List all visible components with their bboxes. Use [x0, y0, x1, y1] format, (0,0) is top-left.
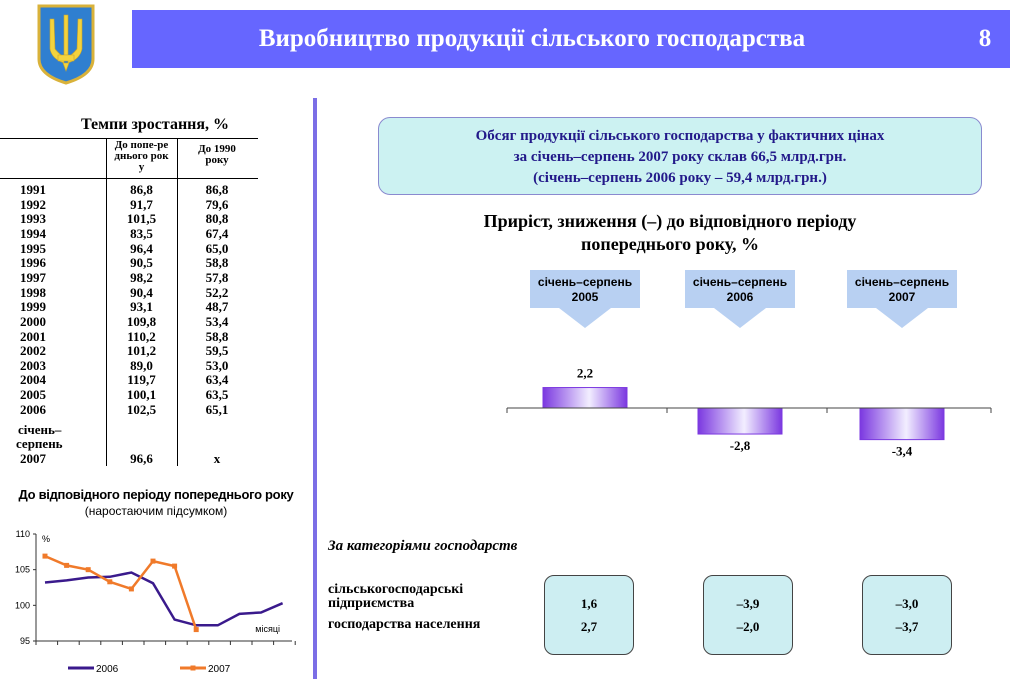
- table-row: [0, 271, 258, 286]
- row-year: 2005: [20, 387, 46, 403]
- row-prev: 91,7: [130, 196, 153, 212]
- category-label-households: господарства населення: [328, 617, 481, 632]
- category-value: –3,9: [736, 596, 760, 611]
- legend-label: 2006: [96, 664, 119, 675]
- table-row: [0, 373, 258, 388]
- row-1990: 65,1: [205, 401, 229, 417]
- table-row: [0, 344, 258, 359]
- row-prev: 96,6: [130, 451, 153, 466]
- period-label: 2005: [571, 290, 599, 304]
- row-prev: 90,5: [130, 255, 153, 271]
- row-prev: 90,4: [130, 284, 153, 300]
- row-1990: 58,8: [205, 328, 229, 344]
- bar-value-label: -2,8: [729, 438, 751, 454]
- row-1990: 59,5: [205, 343, 229, 359]
- table-row: [0, 315, 258, 330]
- table-row: [0, 242, 258, 257]
- row-label: січень–: [18, 422, 62, 437]
- x-axis-label: місяці: [255, 624, 280, 634]
- bar-value-label: 2,2: [576, 365, 594, 381]
- row-prev: 86,8: [130, 182, 153, 197]
- row-1990: 80,8: [205, 211, 229, 227]
- table-row: [0, 227, 258, 242]
- table-row: [0, 286, 258, 301]
- row-prev: 110,2: [127, 328, 156, 344]
- row-1990: 48,7: [205, 299, 229, 315]
- table-row: [0, 403, 258, 418]
- row-year: 2001: [20, 328, 46, 344]
- row-year: 2000: [20, 313, 46, 329]
- row-prev: 93,1: [130, 299, 153, 315]
- row-1990: 53,0: [205, 357, 229, 373]
- row-year: 1993: [20, 211, 46, 227]
- y-tick-label: 100: [14, 600, 30, 611]
- vertical-divider: [313, 98, 317, 679]
- categories-title: За категоріями господарств: [328, 538, 518, 554]
- row-year: 2007: [20, 451, 46, 466]
- table-row: [0, 452, 258, 467]
- legend-marker: [191, 666, 196, 671]
- row-year: 1997: [20, 269, 46, 285]
- growth-table-title: Темпи зростання, %: [80, 116, 230, 133]
- table-rule: [0, 178, 258, 179]
- table-row: [0, 256, 258, 271]
- bar-value-label: -3,4: [891, 443, 913, 459]
- data-point: [151, 559, 156, 564]
- bar-chart-title-1: Приріст, зниження (–) до відповідного періоду: [483, 211, 857, 231]
- period-label: 2006: [726, 290, 754, 304]
- row-prev: 102,5: [126, 401, 157, 417]
- row-1990: 53,4: [205, 313, 229, 329]
- row-1990: х: [213, 451, 221, 466]
- col-header-1990: [177, 144, 257, 166]
- data-point: [172, 564, 177, 569]
- row-1990: 57,8: [205, 269, 229, 285]
- row-prev: 101,5: [126, 211, 157, 227]
- row-year: 1994: [20, 225, 46, 241]
- data-point: [64, 563, 69, 568]
- row-year: 1995: [20, 240, 46, 256]
- data-point: [86, 567, 91, 572]
- row-prev: 100,1: [126, 387, 157, 403]
- row-year: 1999: [20, 299, 46, 315]
- bar-chart-title-2: попереднього року, %: [580, 234, 760, 254]
- category-box-2006: [703, 575, 793, 655]
- table-row: [0, 359, 258, 374]
- series-line-2006: [45, 573, 283, 626]
- bar: [860, 408, 944, 440]
- bar-chart: [505, 268, 995, 468]
- info-line-1: Обсяг продукції сільського господарства у фактичних цінах: [475, 128, 885, 144]
- category-label-enterprises: сільськогосподарські: [328, 582, 464, 597]
- y-axis-label: %: [42, 534, 51, 544]
- category-value: –3,0: [895, 596, 919, 611]
- coat-of-arms-icon: [36, 3, 96, 85]
- row-year: 1992: [20, 196, 46, 212]
- y-tick-label: 95: [19, 636, 30, 646]
- table-row: [0, 198, 258, 213]
- period-label: січень–серпень: [854, 275, 950, 289]
- row-prev: 96,4: [130, 240, 153, 256]
- period-label: січень–серпень: [537, 275, 633, 289]
- data-point: [43, 554, 48, 559]
- col-header-1990-text: До 1990 року: [198, 143, 236, 166]
- page-number: 8: [978, 25, 992, 52]
- row-1990: 67,4: [205, 225, 229, 241]
- row-year: 2006: [20, 401, 46, 417]
- row-1990: 52,2: [205, 284, 229, 300]
- y-tick-label: 110: [15, 529, 30, 539]
- table-row: [0, 212, 258, 227]
- row-prev: 83,5: [130, 225, 153, 241]
- period-label: 2007: [888, 290, 916, 304]
- category-value: 1,6: [580, 596, 598, 611]
- category-value: 2,7: [580, 619, 598, 634]
- category-label-enterprises-2: підприємства: [328, 596, 415, 611]
- row-prev: 109,8: [126, 313, 157, 329]
- info-line-2: за січень–серпень 2007 року склав 66,5 млрд.грн.: [513, 149, 847, 165]
- line-chart-subtitle: (наростаючим підсумком): [84, 504, 228, 518]
- line-chart-title: До відповідного періоду попереднього року: [18, 487, 294, 502]
- col-header-prev-year: [106, 140, 177, 173]
- row-1990: 58,8: [205, 255, 229, 271]
- data-point: [194, 627, 199, 632]
- row-year: 2002: [20, 343, 46, 359]
- row-1990: 63,5: [205, 387, 229, 403]
- col-header-prev-text: До попе-реднього року: [114, 139, 169, 173]
- category-box-2007: [862, 575, 952, 655]
- category-box-2005: [544, 575, 634, 655]
- row-label: серпень: [16, 436, 63, 451]
- category-value: –2,0: [736, 619, 760, 634]
- page-title: Виробництво продукції сільського господарства: [258, 25, 806, 52]
- bar: [698, 408, 782, 434]
- row-prev: 119,7: [127, 372, 156, 388]
- table-row: [0, 183, 258, 198]
- table-row: [0, 437, 258, 452]
- row-prev: 101,2: [126, 343, 157, 359]
- row-year: 2004: [20, 372, 46, 388]
- table-row: [0, 330, 258, 345]
- row-1990: 65,0: [205, 240, 229, 256]
- row-1990: 86,8: [205, 182, 229, 197]
- table-row: [0, 300, 258, 315]
- row-prev: 89,0: [130, 357, 153, 373]
- legend-label: 2007: [208, 664, 231, 675]
- data-point: [129, 586, 134, 591]
- bar: [543, 388, 627, 408]
- period-label: січень–серпень: [692, 275, 788, 289]
- data-point: [107, 579, 112, 584]
- y-tick-label: 105: [14, 564, 30, 575]
- line-chart: [0, 525, 310, 679]
- row-1990: 79,6: [205, 196, 229, 212]
- row-year: 2003: [20, 357, 46, 373]
- row-1990: 63,4: [205, 372, 229, 388]
- row-prev: 98,2: [130, 269, 153, 285]
- table-row: [0, 388, 258, 403]
- row-year: 1996: [20, 255, 46, 271]
- row-year: 1991: [20, 182, 46, 197]
- info-line-3: (січень–серпень 2006 року – 59,4 млрд.грн.): [533, 170, 827, 186]
- row-year: 1998: [20, 284, 46, 300]
- category-value: –3,7: [895, 619, 919, 634]
